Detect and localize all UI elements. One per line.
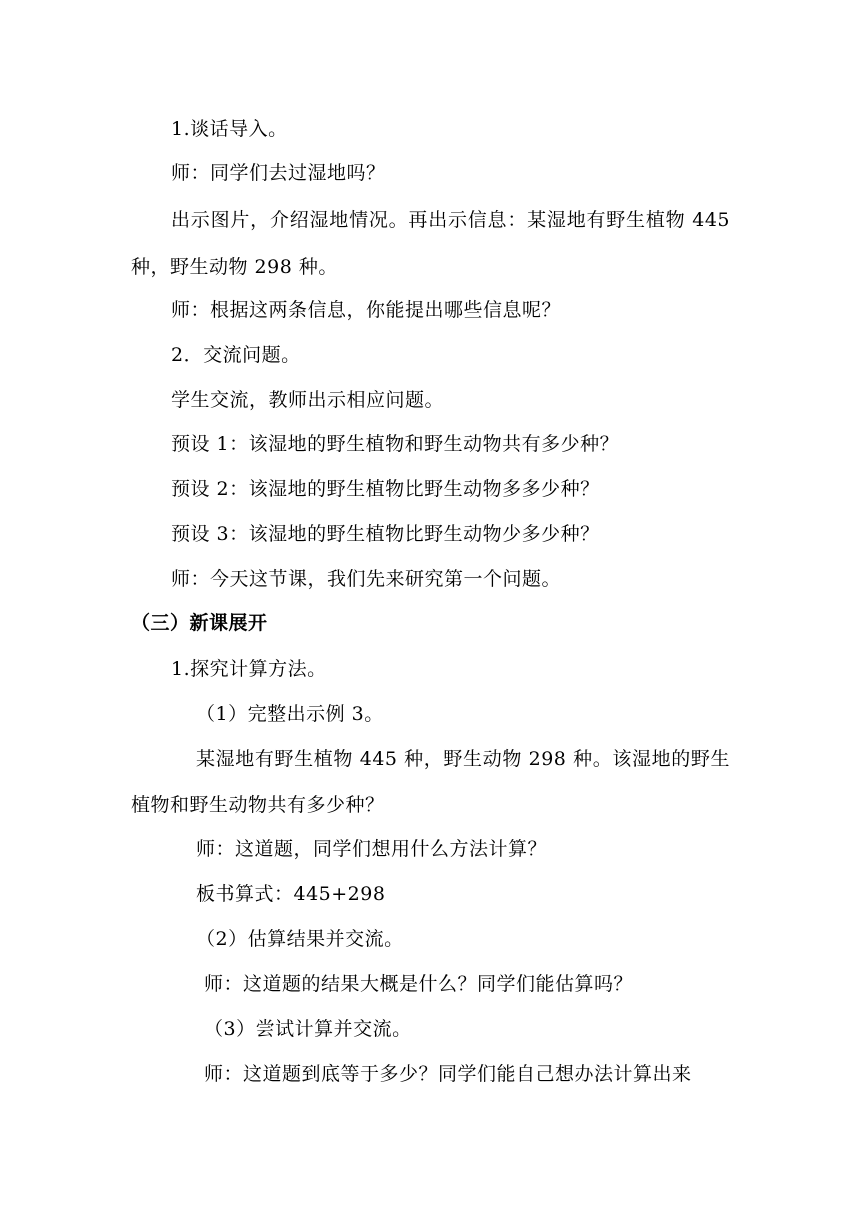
paragraph-preset-3: 预设 3：该湿地的野生植物比野生动物少多少种？ bbox=[171, 523, 600, 545]
paragraph-teacher-estimate: 师：这道题的结果大概是什么？同学们能估算吗？ bbox=[204, 973, 634, 995]
paragraph-try-heading: （3）尝试计算并交流。 bbox=[204, 1018, 412, 1040]
paragraph-show-info-line1: 出示图片，介绍湿地情况。再出示信息：某湿地有野生植物 445 bbox=[171, 209, 730, 231]
paragraph-student-exchange: 学生交流，教师出示相应问题。 bbox=[171, 389, 445, 411]
paragraph-intro-heading: 1.谈话导入。 bbox=[171, 118, 288, 140]
section-heading-new-lesson: （三）新课展开 bbox=[131, 612, 268, 634]
paragraph-show-info-line2: 种，野生动物 298 种。 bbox=[131, 256, 338, 278]
paragraph-board-formula: 板书算式：445+298 bbox=[196, 883, 386, 905]
paragraph-estimate-heading: （2）估算结果并交流。 bbox=[196, 928, 404, 950]
paragraph-problem-line1: 某湿地有野生植物 445 种，野生动物 298 种。该湿地的野生 bbox=[196, 748, 730, 770]
paragraph-teacher-today: 师：今天这节课，我们先来研究第一个问题。 bbox=[171, 568, 562, 590]
paragraph-problem-line2: 植物和野生动物共有多少种？ bbox=[131, 794, 385, 816]
paragraph-teacher-prompt: 师：根据这两条信息，你能提出哪些信息呢？ bbox=[171, 299, 562, 321]
paragraph-preset-2: 预设 2：该湿地的野生植物比野生动物多多少种？ bbox=[171, 478, 600, 500]
paragraph-example-3: （1）完整出示例 3。 bbox=[196, 703, 384, 725]
paragraph-teacher-calculate: 师：这道题到底等于多少？同学们能自己想办法计算出来 bbox=[204, 1063, 692, 1085]
paragraph-teacher-question: 师：同学们去过湿地吗？ bbox=[171, 162, 386, 184]
paragraph-teacher-method: 师：这道题，同学们想用什么方法计算？ bbox=[196, 838, 548, 860]
paragraph-explore-heading: 1.探究计算方法。 bbox=[171, 658, 327, 680]
paragraph-preset-1: 预设 1：该湿地的野生植物和野生动物共有多少种？ bbox=[171, 433, 620, 455]
paragraph-exchange-heading: 2．交流问题。 bbox=[171, 344, 301, 366]
